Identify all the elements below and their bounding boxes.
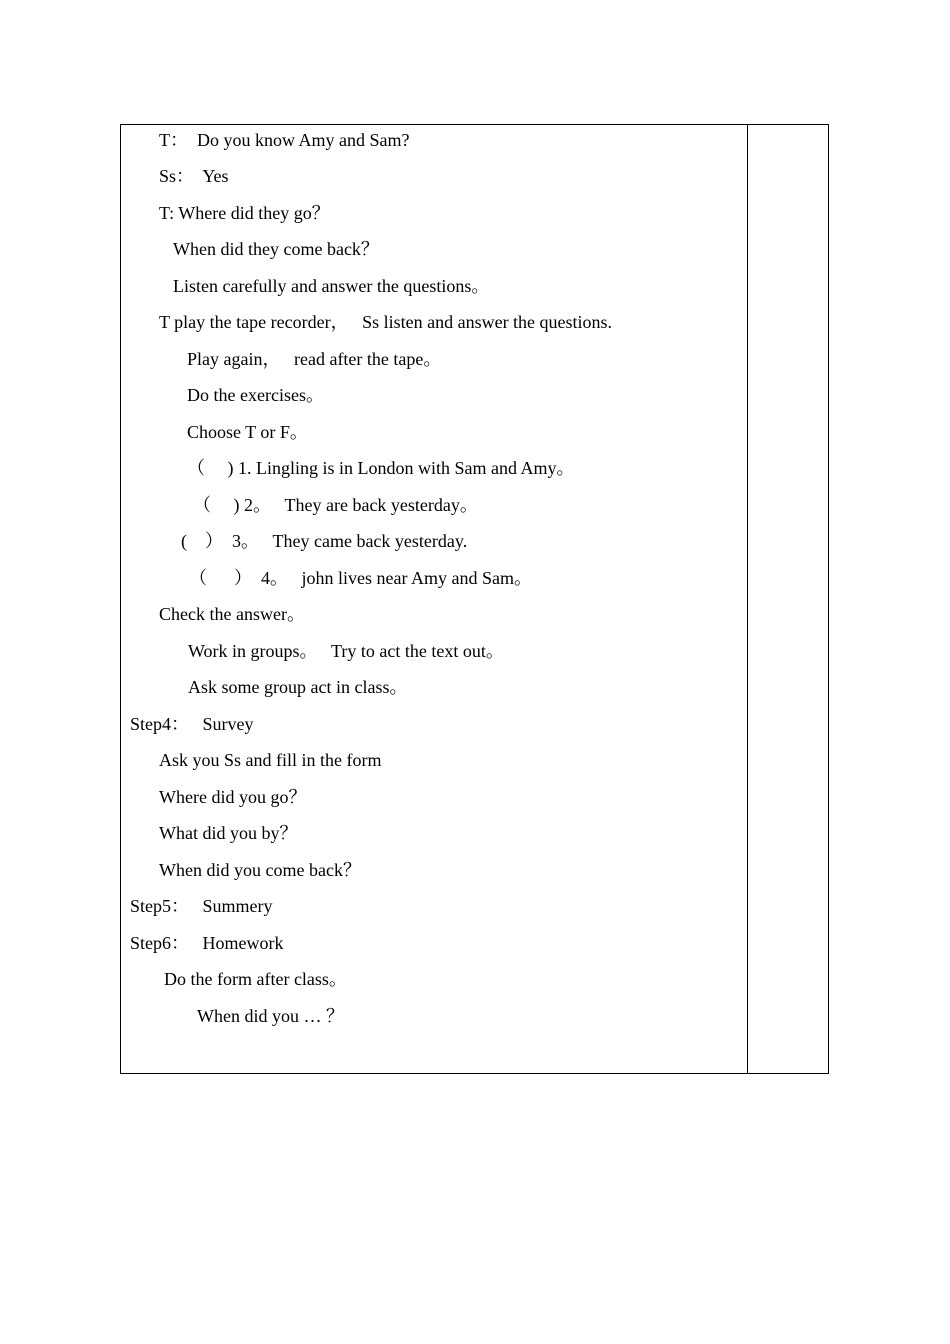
text-line: ( ） 3。 They came back yesterday. [181,531,468,551]
lesson-content-cell [121,125,747,1073]
text-line: Check the answer。 [159,604,305,624]
lesson-table [120,124,829,1074]
text-line: Play again， read after the tape。 [187,349,442,369]
text-line: （ ) 2。 They are back yesterday。 [193,495,478,515]
text-line: T: Where did they go？ [159,203,330,223]
text-line: Ask you Ss and fill in the form [159,750,382,770]
text-line: （ ） 4。 john lives near Amy and Sam。 [189,568,532,588]
text-line: When did you come back？ [159,860,361,880]
text-line: Work in groups。 Try to act the text out。 [188,641,504,661]
text-line: When did you … ？ [197,1006,344,1026]
text-line: （ ) 1. Lingling is in London with Sam and Amy。 [187,458,575,478]
step-heading: Step6： Homework [130,933,284,953]
text-line: Do the exercises。 [187,385,324,405]
text-line: When did they come back？ [173,239,379,259]
text-line: T play the tape recorder， Ss listen and answer the questions. [159,312,613,332]
text-line: Choose T or F。 [187,422,308,442]
text-line: Listen carefully and answer the questions。 [173,276,490,296]
step-heading: Step5： Summery [130,896,273,916]
text-line: Do the form after class。 [164,969,347,989]
text-line: Where did you go？ [159,787,307,807]
text-line: Ss： Yes [159,166,229,186]
text-line: What did you by？ [159,823,298,843]
step-heading: Step4： Survey [130,714,254,734]
text-line: Ask some group act in class。 [188,677,408,697]
text-line: T： Do you know Amy and Sam? [159,130,410,150]
notes-cell [748,125,829,1073]
